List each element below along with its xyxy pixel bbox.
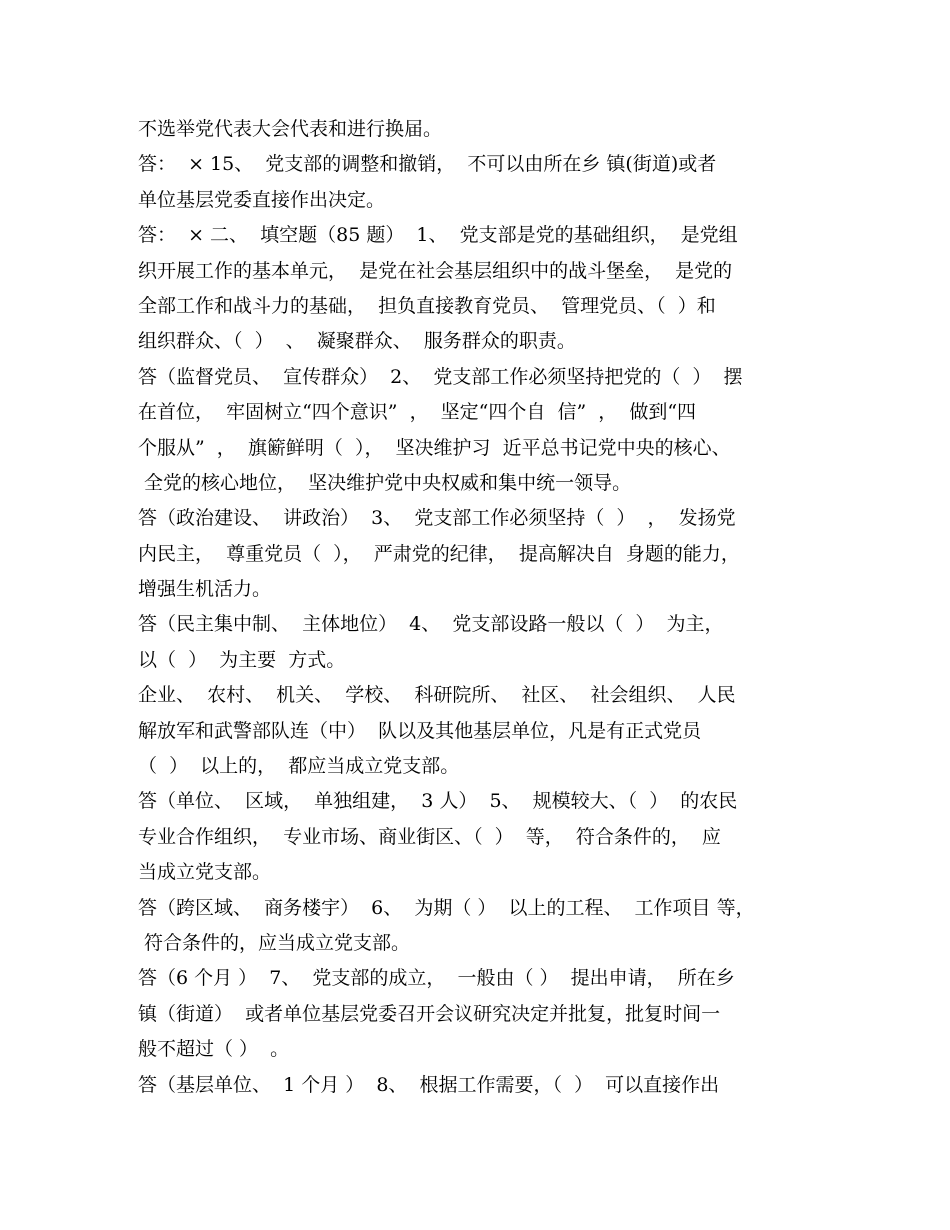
text-line: 符合条件的，应当成立党支部。 — [138, 931, 411, 954]
text-line: 答（基层单位、 1 个月 ） 8、 根据工作需要，（ ） 可以直接作出 — [138, 1073, 720, 1096]
text-line: 答（6 个月 ） 7、 党支部的成立， 一般由（ ） 提出申请， 所在乡 — [138, 967, 735, 990]
text-line: 个服从” ， 旗簖鲜明（ ）， 坚决维护习 近平总书记党中央的核心、 — [138, 436, 731, 459]
text-line: 答（监督党员、 宣传群众） 2、 党支部工作必须坚持把党的（ ） 摆 — [138, 365, 743, 388]
text-line: 专业合作组织， 专业市场、商业街区、（ ） 等， 符合条件的， 应 — [138, 825, 721, 848]
text-line: 解放军和武警部队连（中） 队以及其他基层单位，凡是有正式党员 — [138, 719, 702, 742]
text-line: 组织群众、（ ） 、 凝聚群众、 服务群众的职责。 — [138, 330, 576, 353]
text-line: 当成立党支部。 — [138, 861, 272, 884]
text-line: （ ） 以上的， 都应当成立党支部。 — [138, 755, 460, 778]
text-line: 答（单位、 区域， 单独组建， 3 人） 5、 规模较大、（ ） 的农民 — [138, 790, 738, 813]
document-body — [138, 112, 828, 1103]
text-line: 镇（街道） 或者单位基层党委召开会议研究决定并批复，批复时间一 — [138, 1002, 721, 1025]
text-line: 以（ ） 为主要 方式。 — [138, 648, 346, 671]
text-line: 答（跨区域、 商务楼宇） 6、 为期（ ） 以上的工程、 工作项目 等， — [138, 896, 755, 919]
text-line: 增强生机活力。 — [138, 578, 272, 601]
text-line: 织开展工作的基本单元， 是党在社会基层组织中的战斗堡垒， 是党的 — [138, 259, 733, 282]
text-line: 在首位， 牢固树立“四个意识” ， 坚定“四个自 信” ， 做到“四 — [138, 401, 697, 424]
text-line: 单位基层党委直接作出决定。 — [138, 188, 386, 211]
text-line: 答： × 二、 填空题（85 题） 1、 党支部是党的基础组织， 是党组 — [138, 224, 738, 247]
text-line: 答（民主集中制、 主体地位） 4、 党支部设路一般以（ ） 为主， — [138, 613, 724, 636]
text-line: 答（政治建设、 讲政治） 3、 党支部工作必须坚持（ ） ， 发扬党 — [138, 507, 736, 530]
text-line: 全部工作和战斗力的基础， 担负直接教育党员、 管理党员、（ ）和 — [138, 294, 716, 317]
text-line: 不选举党代表大会代表和进行换届。 — [138, 118, 443, 140]
text-line: 企业、 农村、 机关、 学校、 科研院所、 社区、 社会组织、 人民 — [138, 684, 736, 707]
text-line: 答： × 15、 党支部的调整和撤销， 不可以由所在乡 镇(街道)或者 — [138, 153, 717, 176]
text-line: 般不超过（ ） 。 — [138, 1038, 290, 1061]
text-line: 内民主， 尊重党员（ ）， 严肃党的纪律， 提高解决自 身题的能力， — [138, 542, 740, 565]
text-line: 全党的核心地位， 坚决维护党中央权威和集中统一领导。 — [138, 471, 632, 494]
